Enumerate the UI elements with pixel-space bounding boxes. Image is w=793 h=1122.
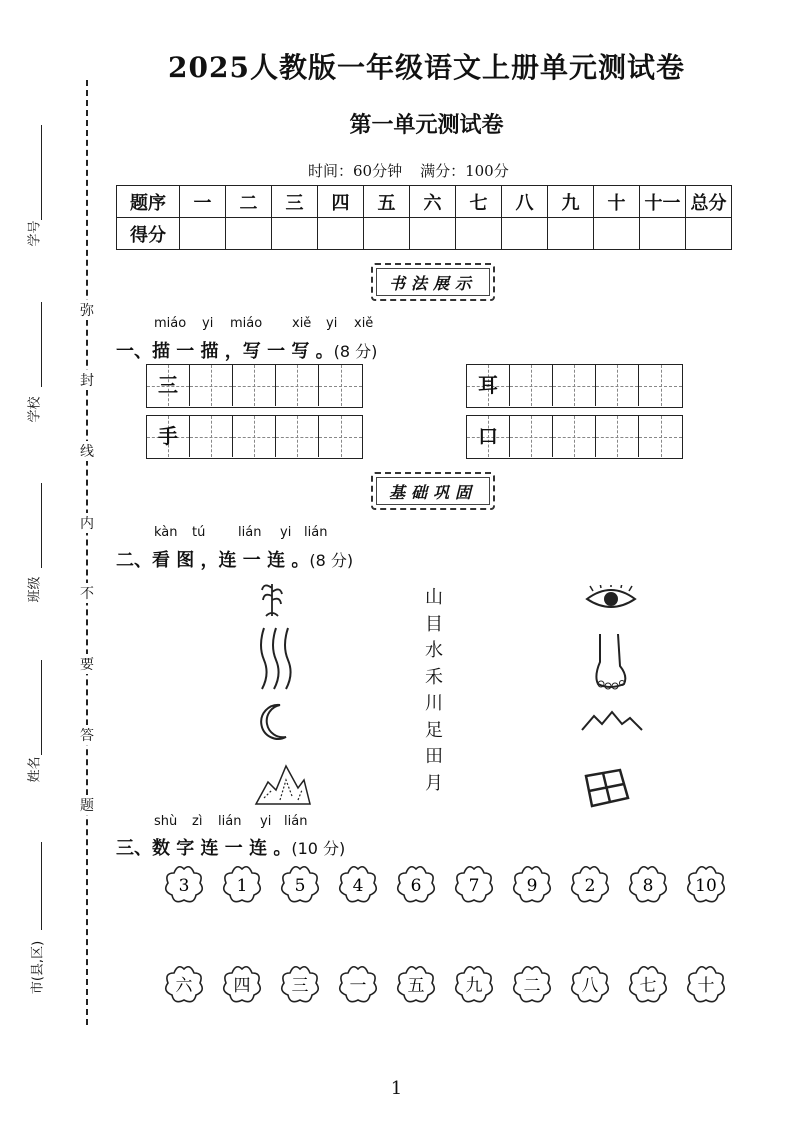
- table-row-label: 得分: [117, 218, 180, 250]
- q1-points: (8 分): [333, 342, 378, 361]
- number-flower-label: 6: [410, 876, 422, 896]
- table-header-cell: 二: [226, 186, 272, 218]
- chinese-number-flower-label: 七: [639, 976, 657, 996]
- score-cell[interactable]: [640, 218, 686, 250]
- writing-cell[interactable]: [553, 416, 596, 457]
- number-flower[interactable]: [398, 867, 435, 902]
- writing-cell[interactable]: [639, 416, 682, 457]
- chinese-number-flower[interactable]: [224, 967, 261, 1002]
- pinyin-syllable: lián: [304, 525, 328, 540]
- city-label: 市(县,区): [30, 940, 46, 995]
- chinese-number-flower[interactable]: [514, 967, 551, 1002]
- basics-banner: 基础巩固: [371, 472, 495, 510]
- model-char: 口: [478, 424, 498, 448]
- writing-cell[interactable]: [596, 365, 639, 406]
- foot-icon[interactable]: [592, 632, 630, 690]
- q2-label: 二、看 图 ，连 一 连 。: [116, 550, 310, 571]
- score-cell[interactable]: [594, 218, 640, 250]
- student-id-line[interactable]: [41, 125, 42, 220]
- table-header-cell: 四: [318, 186, 364, 218]
- number-flower-label: 8: [642, 876, 654, 896]
- writing-cell[interactable]: [276, 365, 319, 406]
- chinese-number-flower[interactable]: [282, 967, 319, 1002]
- seal-char: 内: [78, 513, 96, 533]
- chinese-number-flower[interactable]: [630, 967, 667, 1002]
- writing-cell[interactable]: [596, 416, 639, 457]
- crescent-moon-icon[interactable]: [258, 703, 290, 741]
- writing-grid[interactable]: [146, 415, 363, 459]
- pinyin-syllable: yi: [260, 814, 272, 829]
- score-cell[interactable]: [456, 218, 502, 250]
- page-title: 2025人教版一年级语文上册单元测试卷: [168, 51, 685, 84]
- match-char[interactable]: 水: [425, 640, 443, 661]
- writing-cell: [467, 416, 510, 457]
- q3-flower-board: [150, 855, 750, 1035]
- match-char[interactable]: 足: [425, 719, 443, 741]
- match-char[interactable]: 目: [425, 613, 443, 635]
- chinese-number-flower-label: 四: [233, 976, 251, 996]
- page-subtitle: 第一单元测试卷: [349, 112, 504, 138]
- q1-heading: [116, 337, 377, 363]
- river-icon[interactable]: [256, 626, 296, 691]
- writing-grid[interactable]: [466, 415, 683, 459]
- score-cell[interactable]: [226, 218, 272, 250]
- seal-char: 线: [78, 441, 96, 461]
- table-header-cell: 六: [410, 186, 456, 218]
- chinese-number-flower[interactable]: [398, 967, 435, 1002]
- number-flower-label: 2: [584, 876, 596, 896]
- table-header-cell: 三: [272, 186, 318, 218]
- pinyin-syllable: shù: [154, 814, 178, 829]
- q3-points: (10 分): [291, 839, 346, 858]
- writing-cell[interactable]: [233, 365, 276, 406]
- table-header-cell: 十一: [640, 186, 686, 218]
- match-char[interactable]: 山: [425, 587, 443, 608]
- table-row: [117, 186, 732, 218]
- writing-grid[interactable]: [466, 364, 683, 408]
- exam-info: [308, 160, 527, 181]
- chinese-number-flower[interactable]: [456, 967, 493, 1002]
- chinese-number-flower-label: 九: [465, 976, 483, 996]
- score-cell[interactable]: [686, 218, 732, 250]
- number-flower[interactable]: [282, 867, 319, 902]
- pinyin-syllable: xiě: [292, 316, 312, 331]
- chinese-number-flower-label: 五: [407, 976, 425, 996]
- score-cell[interactable]: [180, 218, 226, 250]
- number-flower[interactable]: [224, 867, 261, 902]
- mountain-range-icon[interactable]: [580, 708, 644, 732]
- city-line[interactable]: [41, 842, 42, 930]
- pinyin-syllable: lián: [218, 814, 242, 829]
- table-header-cell: 十: [594, 186, 640, 218]
- seal-char: 要: [78, 654, 96, 674]
- seal-char: 弥: [78, 300, 96, 320]
- score-table: [116, 185, 732, 250]
- writing-cell: [467, 365, 510, 406]
- chinese-number-flower-label: 六: [175, 976, 193, 996]
- score-cell[interactable]: [548, 218, 594, 250]
- writing-grid[interactable]: [146, 364, 363, 408]
- class-line[interactable]: [41, 483, 42, 568]
- writing-cell[interactable]: [553, 365, 596, 406]
- table-header-cell: 题序: [117, 186, 180, 218]
- match-char[interactable]: 川: [425, 693, 443, 714]
- table-header-cell: 总分: [686, 186, 732, 218]
- pinyin-syllable: yi: [326, 316, 338, 331]
- full-score: 满分：100分: [420, 162, 509, 180]
- pinyin-syllable: yi: [280, 525, 292, 540]
- school-line[interactable]: [41, 302, 42, 387]
- pinyin-syllable: kàn: [154, 525, 178, 540]
- writing-cell[interactable]: [276, 416, 319, 457]
- seal-char: 不: [78, 583, 96, 603]
- rice-plant-icon[interactable]: [256, 578, 288, 618]
- number-flower-label: 3: [178, 876, 190, 896]
- score-cell[interactable]: [502, 218, 548, 250]
- chinese-number-flower-label: 八: [581, 976, 599, 996]
- writing-cell[interactable]: [639, 365, 682, 406]
- q2-char-column: [425, 585, 445, 797]
- writing-cell[interactable]: [190, 416, 233, 457]
- number-flower-label: 10: [695, 876, 717, 896]
- score-cell[interactable]: [410, 218, 456, 250]
- model-char: 三: [158, 373, 178, 397]
- chinese-number-flower-label: 三: [291, 976, 309, 996]
- q3-label: 三、数 字 连 一 连 。: [116, 838, 292, 859]
- field-icon[interactable]: [580, 768, 632, 808]
- q1-label: 一、描 一 描 ，写 一 写 。: [116, 341, 334, 362]
- model-char: 手: [158, 424, 178, 448]
- name-label: 姓名: [27, 756, 43, 783]
- calligraphy-banner: 书法展示: [371, 263, 495, 301]
- pinyin-syllable: yi: [202, 316, 214, 331]
- match-char[interactable]: 月: [425, 772, 443, 794]
- name-line[interactable]: [41, 660, 42, 755]
- chinese-number-flower-label: 十: [697, 976, 715, 996]
- chinese-number-flower[interactable]: [340, 967, 377, 1002]
- number-flower-label: 5: [294, 876, 306, 896]
- seal-char: 封: [78, 370, 96, 390]
- pinyin-syllable: xiě: [354, 316, 374, 331]
- table-header-cell: 一: [180, 186, 226, 218]
- number-flower[interactable]: [166, 867, 203, 902]
- table-header-cell: 五: [364, 186, 410, 218]
- chinese-number-flower-label: 二: [523, 976, 541, 996]
- match-char[interactable]: 禾: [425, 666, 443, 688]
- number-flower[interactable]: [456, 867, 493, 902]
- school-label: 学校: [27, 396, 43, 423]
- pinyin-syllable: miáo: [230, 316, 263, 331]
- writing-cell[interactable]: [510, 416, 553, 457]
- writing-cell[interactable]: [233, 416, 276, 457]
- table-header-cell: 九: [548, 186, 594, 218]
- chinese-number-flower[interactable]: [688, 967, 725, 1002]
- table-header-cell: 七: [456, 186, 502, 218]
- page-number: 1: [390, 1078, 403, 1099]
- q2-heading: [116, 546, 353, 572]
- q2-points: (8 分): [309, 551, 354, 570]
- pinyin-syllable: zì: [192, 814, 203, 829]
- pinyin-syllable: miáo: [154, 316, 187, 331]
- pinyin-syllable: lián: [284, 814, 308, 829]
- mountain-icon[interactable]: [254, 760, 312, 806]
- writing-cell: [147, 365, 190, 406]
- number-flower-label: 1: [236, 876, 248, 896]
- number-flower-label: 7: [468, 876, 480, 896]
- number-flower-label: 4: [352, 876, 364, 896]
- chinese-number-flower[interactable]: [166, 967, 203, 1002]
- score-cell[interactable]: [272, 218, 318, 250]
- chinese-number-flower-label: 一: [349, 976, 367, 996]
- writing-cell: [147, 416, 190, 457]
- match-char[interactable]: 田: [425, 746, 443, 767]
- number-flower[interactable]: [514, 867, 551, 902]
- writing-cell[interactable]: [190, 365, 233, 406]
- number-flower[interactable]: [572, 867, 609, 902]
- chinese-number-flower[interactable]: [572, 967, 609, 1002]
- number-flower-label: 9: [526, 876, 538, 896]
- eye-icon[interactable]: [585, 585, 637, 613]
- number-flower[interactable]: [630, 867, 667, 902]
- writing-cell[interactable]: [510, 365, 553, 406]
- seal-char: 答: [78, 725, 96, 745]
- pinyin-syllable: lián: [238, 525, 262, 540]
- writing-cell[interactable]: [319, 365, 362, 406]
- time-limit: 时间：60分钟: [308, 162, 403, 180]
- model-char: 耳: [478, 373, 498, 397]
- table-row: [117, 218, 732, 250]
- seal-dashed-line: [86, 80, 88, 1025]
- table-header-cell: 八: [502, 186, 548, 218]
- number-flower[interactable]: [340, 867, 377, 902]
- class-label: 班级: [27, 576, 43, 603]
- score-cell[interactable]: [364, 218, 410, 250]
- number-flower[interactable]: [688, 867, 725, 902]
- writing-cell[interactable]: [319, 416, 362, 457]
- score-cell[interactable]: [318, 218, 364, 250]
- seal-char: 题: [78, 795, 96, 815]
- pinyin-syllable: tú: [192, 525, 206, 540]
- student-id-label: 学号: [27, 220, 43, 247]
